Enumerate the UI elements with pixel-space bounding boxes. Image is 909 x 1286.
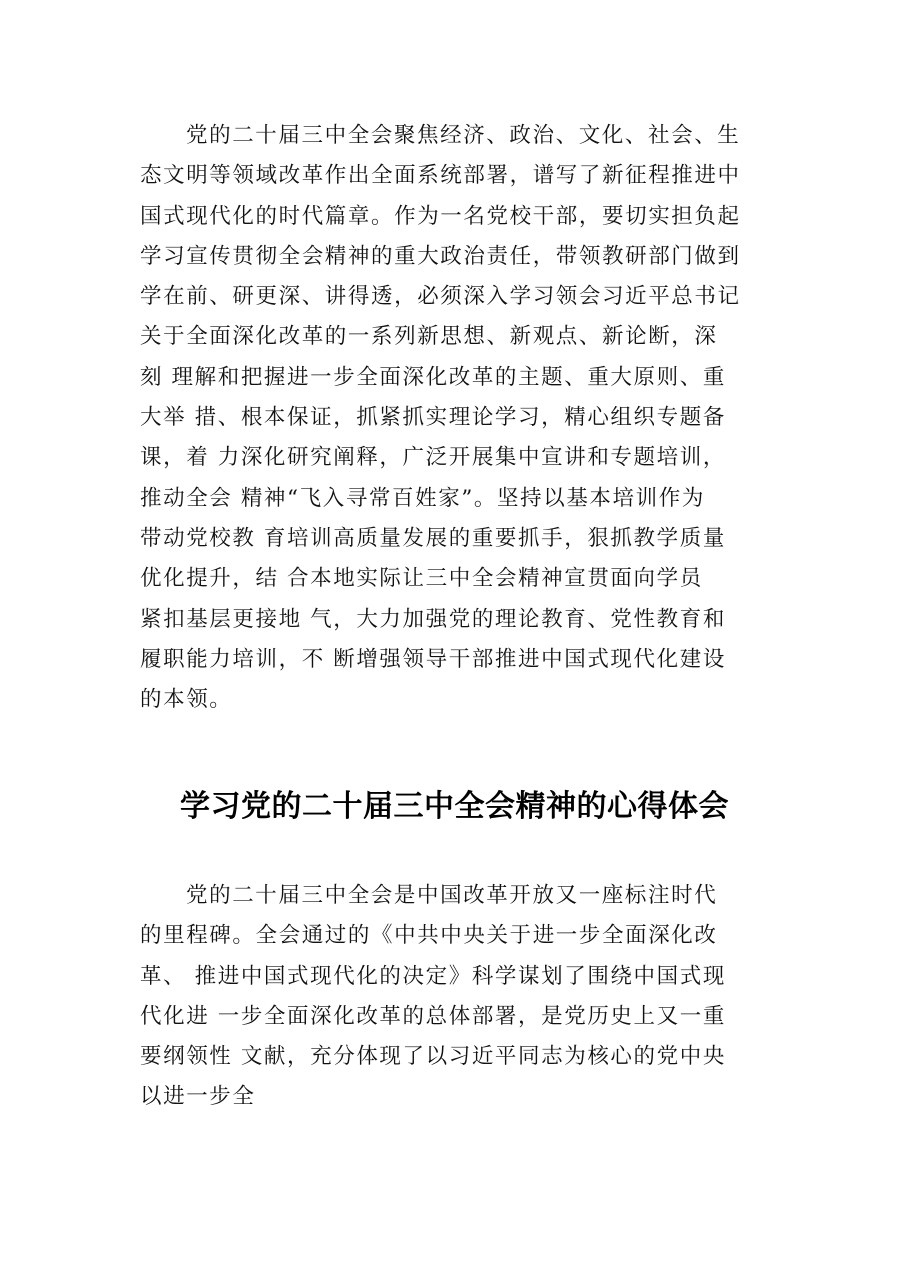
paragraph-2-line: 以进一步全 xyxy=(140,1084,256,1110)
paragraph-1-line: 大举 措、根本保证，抓紧抓实理论学习，精心组织专题备 xyxy=(140,405,726,431)
paragraph-1-line: 党的二十届三中全会聚焦经济、政治、文化、社会、生 xyxy=(186,123,741,148)
paragraph-1-line: 学在前、研更深、讲得透，必须深入学习领会习近平总书记 xyxy=(140,284,741,310)
paragraph-1-line: 履职能力培训，不 断增强领导干部推进中国式现代化建设 xyxy=(140,646,726,672)
paragraph-1-line: 课，着 力深化研究阐释，广泛开展集中宣讲和专题培训， xyxy=(140,445,726,471)
paragraph-1-line: 带动党校教 育培训高质量发展的重要抓手，狠抓教学质量 xyxy=(140,525,726,551)
paragraph-1-line: 学习宣传贯彻全会精神的重大政治责任，带领教研部门做到 xyxy=(140,243,741,269)
body-paragraph-2 xyxy=(140,876,780,1118)
paragraph-1-line: 关于全面深化改革的一系列新思想、新观点、新论断，深 xyxy=(140,324,718,350)
paragraph-1-line: 紧扣基层更接地 气，大力加强党的理论教育、党性教育和 xyxy=(140,606,726,632)
paragraph-1-line: 国式现代化的时代篇章。作为一名党校干部，要切实担负起 xyxy=(140,203,741,229)
paragraph-1-line: 的本领。 xyxy=(140,687,233,713)
paragraph-1-line: 态文明等领域改革作出全面系统部署，谱写了新征程推进中 xyxy=(140,163,741,189)
paragraph-1-line: 推动全会 精神“飞入寻常百姓家”。坚持以基本培训作为 xyxy=(140,485,705,511)
paragraph-2-line: 要纲领性 文献，充分体现了以习近平同志为核心的党中央 xyxy=(140,1044,726,1070)
paragraph-2-line: 革、 推进中国式现代化的决定》科学谋划了围绕中国式现 xyxy=(140,963,726,989)
paragraph-1-line: 刻 理解和把握进一步全面深化改革的主题、重大原则、重 xyxy=(140,364,726,390)
paragraph-2-line: 党的二十届三中全会是中国改革开放又一座标注时代 xyxy=(186,883,718,908)
section-heading: 学习党的二十届三中全会精神的心得体会 xyxy=(180,789,729,824)
paragraph-2-line: 代化进 一步全面深化改革的总体部署，是党历史上又一重 xyxy=(140,1003,726,1029)
body-paragraph-1 xyxy=(140,116,780,720)
paragraph-2-line: 的里程碑。全会通过的《中共中央关于进一步全面深化改 xyxy=(140,923,718,949)
paragraph-1-line: 优化提升，结 合本地实际让三中全会精神宣贯面向学员 xyxy=(140,566,703,592)
